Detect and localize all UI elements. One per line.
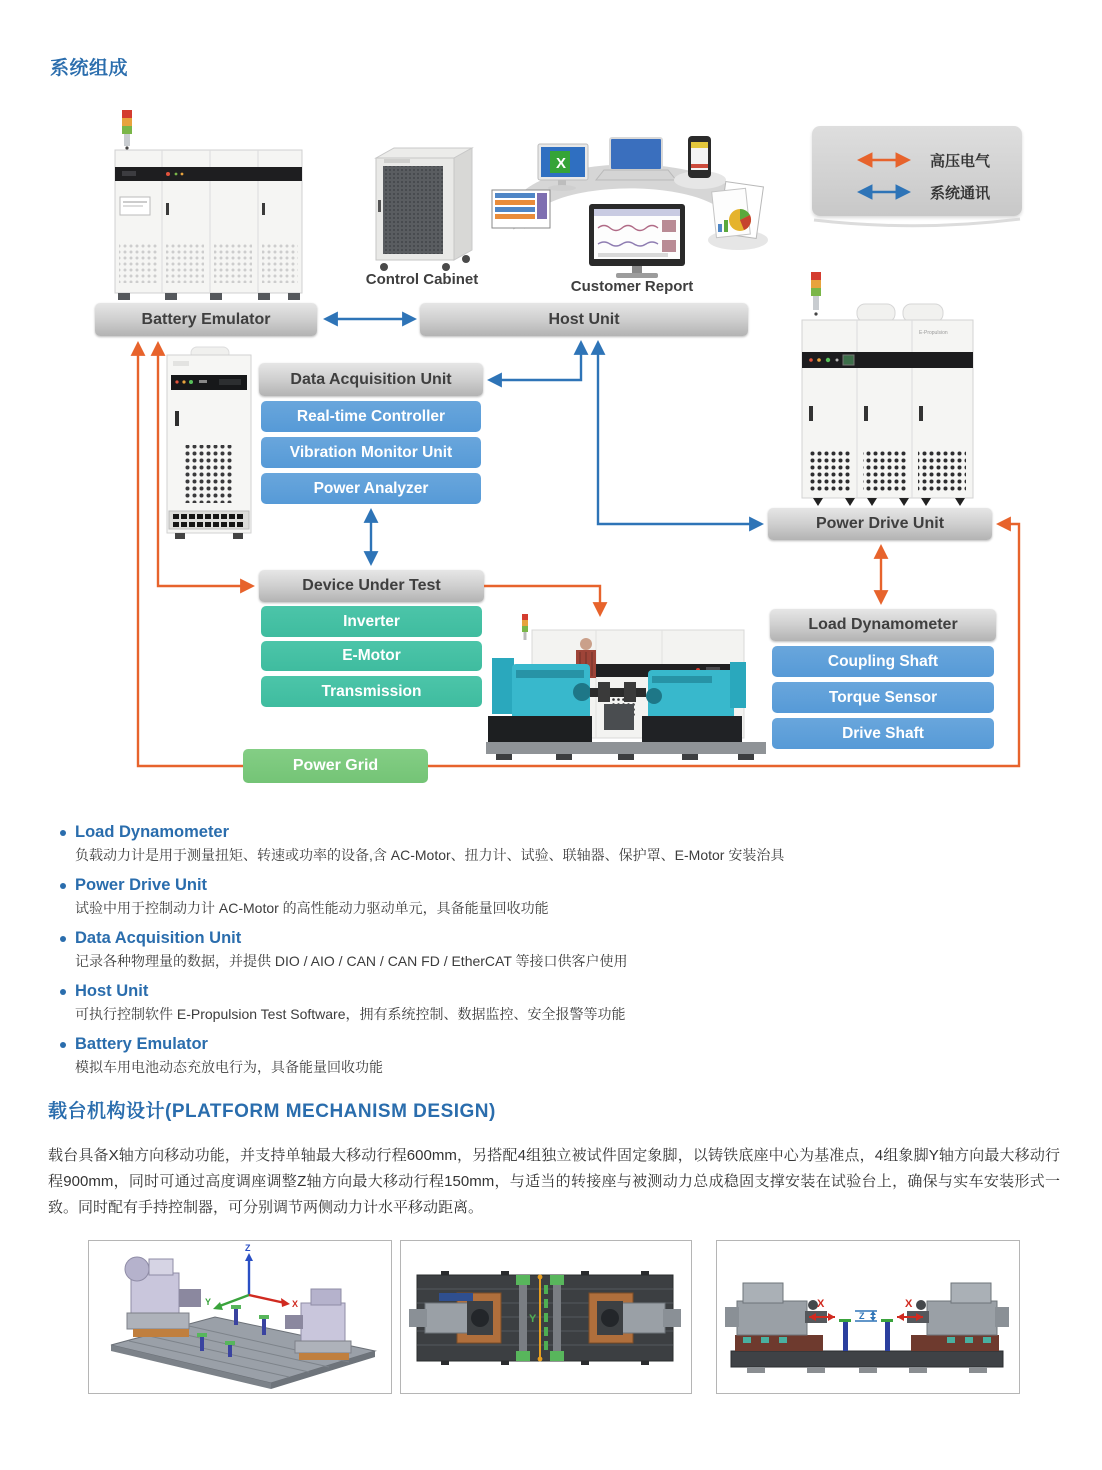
data-list-screen: [492, 190, 550, 228]
legend-label-communication: 系统通讯: [930, 184, 991, 202]
bullet-desc: 试验中用于控制动力计 AC-Motor 的高性能动力驱动单元，具备能量回收功能: [75, 900, 549, 916]
box-vibration-monitor-unit: Vibration Monitor Unit: [261, 437, 481, 468]
box-inverter: Inverter: [261, 606, 482, 637]
high-voltage-arrow-icon: [850, 152, 918, 168]
box-power-grid: Power Grid: [243, 749, 428, 783]
left-dynamometer: [488, 658, 592, 744]
box-load-dynamometer: Load Dynamometer: [770, 609, 996, 641]
arrow-dut-to-test-bench: [484, 586, 600, 614]
figure-side-view-platform: [716, 1240, 1020, 1394]
box-device-under-test: Device Under Test: [259, 570, 484, 602]
bullet-dot: [60, 883, 66, 889]
bullet-data-acquisition-unit: [60, 927, 1060, 971]
caption-control-cabinet: Control Cabinet: [365, 271, 479, 288]
top-view-platform-image: [401, 1241, 689, 1391]
isometric-platform-image: [89, 1241, 389, 1391]
figure-top-view-platform: [400, 1240, 692, 1394]
side-view-platform-image: [717, 1241, 1017, 1391]
bullet-power-drive-unit: [60, 874, 1060, 918]
axis-label-x-right: X: [905, 1298, 913, 1310]
bullet-dot: [60, 936, 66, 942]
data-acquisition-cabinet-image: [163, 345, 255, 542]
stack-light-icon: [122, 110, 132, 150]
box-drive-shaft: Drive Shaft: [772, 718, 994, 749]
bullet-dot: [60, 1042, 66, 1048]
stack-light-icon: [811, 272, 821, 316]
box-host-unit: Host Unit: [420, 303, 748, 336]
customer-report-image: [486, 128, 776, 280]
box-data-acquisition-unit: Data Acquisition Unit: [259, 363, 483, 396]
svg-text:X: X: [556, 155, 567, 172]
axis-label-z: Z: [245, 1243, 251, 1253]
box-transmission: Transmission: [261, 676, 482, 707]
axis-label-x: X: [292, 1299, 299, 1309]
component-descriptions: [60, 821, 1060, 1086]
bullet-battery-emulator: [60, 1033, 1060, 1077]
box-e-motor: E-Motor: [261, 641, 482, 671]
axis-label-y: Y: [205, 1297, 212, 1307]
smartphone: [674, 136, 726, 189]
section-separator: [45, 83, 1060, 93]
legend-swoosh: [812, 216, 1022, 232]
section-title-platform: 载台机构设计(PLATFORM MECHANISM DESIGN): [48, 1101, 496, 1122]
axis-label-x-left: X: [817, 1298, 825, 1310]
box-coupling-shaft: Coupling Shaft: [772, 646, 994, 677]
legend-box: [812, 126, 1022, 216]
box-power-drive-unit: Power Drive Unit: [768, 508, 992, 540]
section-separator: [45, 1126, 1060, 1136]
bullet-title: Load Dynamometer: [75, 823, 230, 841]
box-torque-sensor: Torque Sensor: [772, 682, 994, 713]
control-cabinet-image: [368, 140, 480, 275]
stack-light-icon: [522, 614, 528, 640]
box-power-analyzer: Power Analyzer: [261, 473, 481, 504]
bullet-title: Battery Emulator: [75, 1035, 208, 1053]
axis-label-y: Y: [529, 1313, 537, 1325]
legend-label-high-voltage: 高压电气: [930, 152, 991, 170]
power-drive-unit-image: [795, 268, 980, 510]
svg-text:E-Propulsion: E-Propulsion: [919, 330, 948, 336]
bullet-title: Host Unit: [75, 982, 149, 1000]
bullet-host-unit: [60, 980, 1060, 1024]
arrow-host-unit-daq: [490, 343, 581, 380]
support-jacks-side: [839, 1319, 893, 1351]
axis-label-z: Z: [859, 1311, 865, 1321]
bullet-title: Data Acquisition Unit: [75, 929, 242, 947]
axis-triad-icon: [205, 1243, 298, 1310]
battery-emulator-image: [110, 105, 305, 300]
laptop: [596, 138, 676, 180]
figure-isometric-platform: [88, 1240, 392, 1394]
arrow-host-unit-pdu: [598, 343, 761, 524]
bullet-desc: 负载动力计是用于测量扭矩、转速或功率的设备,含 AC-Motor、扭力计、试验、联轴器、保护罩、E-Motor 安装治具: [75, 847, 785, 863]
report-monitor: [589, 204, 685, 278]
communication-arrow-icon: [850, 184, 918, 200]
bullet-dot: [60, 989, 66, 995]
test-bench-image: [486, 612, 766, 762]
caption-customer-report: Customer Report: [570, 278, 694, 295]
bullet-dot: [60, 830, 66, 836]
bullet-desc: 模拟车用电池动态充放电行为，具备能量回收功能: [75, 1059, 383, 1075]
bullet-load-dynamometer: [60, 821, 1060, 865]
platform-paragraph: 载台具备X轴方向移动功能，并支持单轴最大移动行程600mm，另搭配4组独立被试件固定象脚，以铸铁底座中心为基准点，4组象脚Y轴方向最大移动行程900mm，同时可通过高度调座调整Z轴方向最大移动行程150mm，与适当的转接座与被测动力总成稳固支撑安装在试验台上，确保与实车安装形式一致。同时配有手持控制器，可分别调节两侧动力计水平移动距离。: [48, 1147, 1060, 1216]
z-travel-indicator: [855, 1311, 877, 1321]
section-title-system: 系统组成: [50, 58, 129, 79]
bullet-desc: 记录各种物理量的数据，并提供 DIO / AIO / CAN / CAN FD / EtherCAT 等接口供客户使用: [75, 953, 628, 969]
report-documents: [708, 182, 768, 250]
right-dynamometer: [642, 662, 746, 744]
box-battery-emulator: Battery Emulator: [95, 303, 317, 336]
box-real-time-controller: Real-time Controller: [261, 401, 481, 432]
bullet-desc: 可执行控制软件 E-Propulsion Test Software，拥有系统控制、数据监控、安全报警等功能: [75, 1006, 626, 1022]
bullet-title: Power Drive Unit: [75, 876, 208, 894]
